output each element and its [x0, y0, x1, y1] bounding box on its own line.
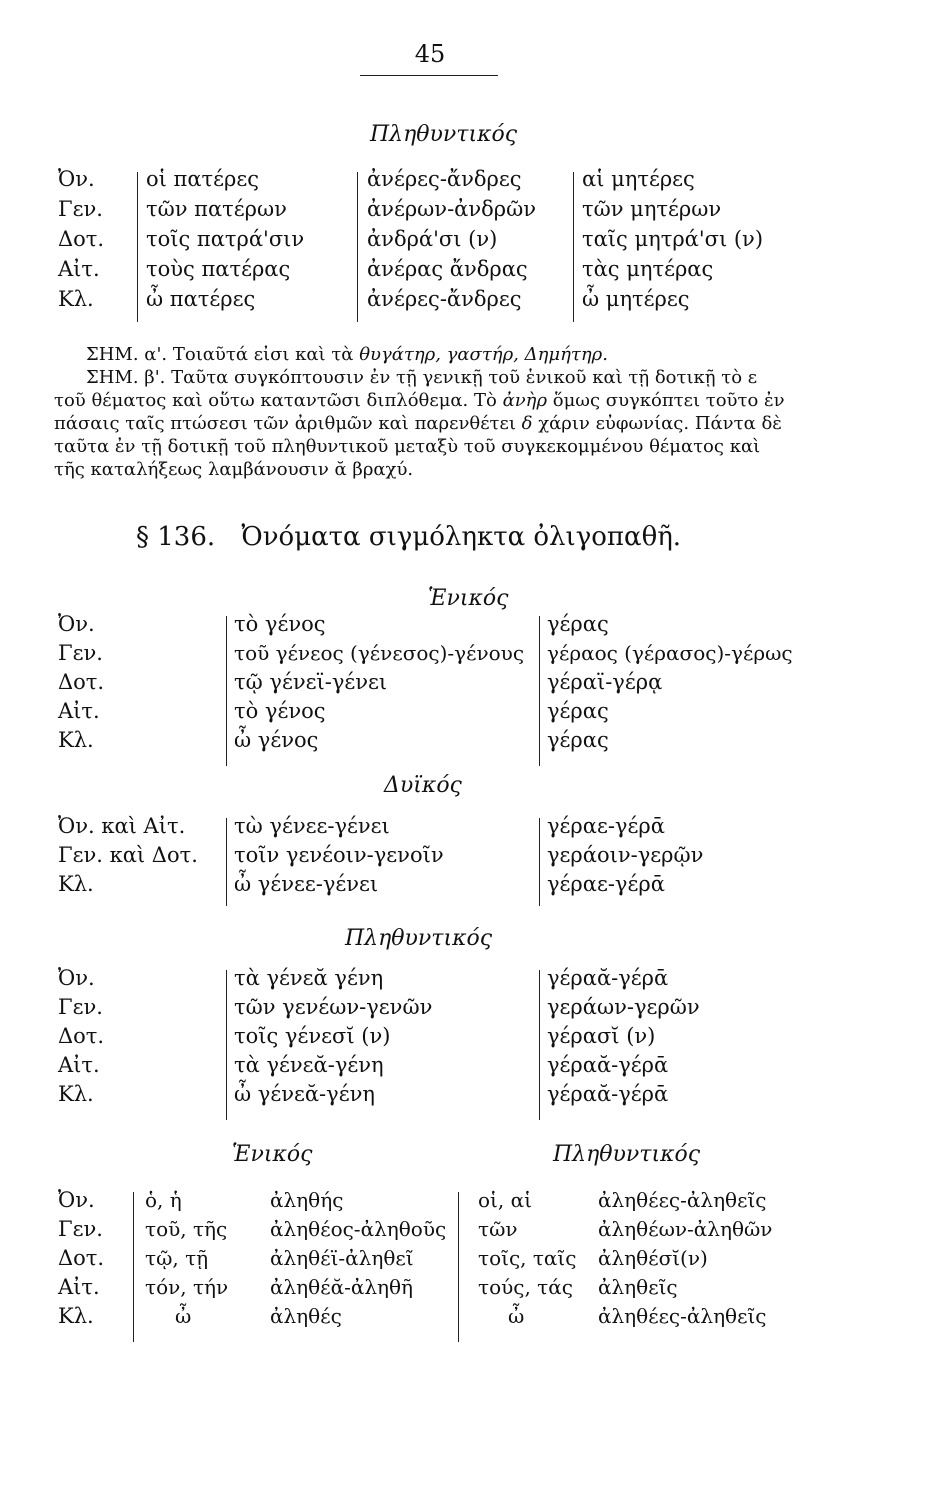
article-cell: οἱ, αἱ	[478, 1188, 532, 1212]
form-cell: αἱ μητέρες	[582, 167, 695, 191]
column-divider	[357, 172, 358, 322]
form-cell: γέρασῐ (ν)	[547, 1024, 656, 1048]
form-cell: τῶν πατέρων	[146, 197, 287, 221]
plural-title-2: Πληθυντικός	[345, 926, 493, 951]
form-cell: γέραᾰ-γέρᾱ	[547, 966, 669, 990]
article-cell: ὦ	[175, 1304, 192, 1328]
form-cell: ἀληθής	[270, 1188, 344, 1212]
article-cell: ὁ, ἡ	[145, 1188, 182, 1212]
form-cell: ἀνέρας ἄνδρας	[367, 257, 528, 281]
notes-block	[54, 343, 794, 481]
form-cell: τὸ γένος	[234, 699, 326, 723]
form-cell: ἀληθέσῐ(ν)	[598, 1246, 708, 1270]
form-cell: γέραϊ-γέρᾳ	[547, 670, 663, 694]
note-1-words: θυγάτηρ, γαστήρ, Δημήτηρ.	[359, 344, 608, 365]
case-label: Γεν.	[58, 995, 103, 1019]
form-cell: τῶν γενέων-γενῶν	[234, 995, 433, 1019]
column-divider	[539, 616, 540, 766]
case-label: Αἰτ.	[58, 1053, 100, 1077]
case-label: Γεν.	[58, 197, 103, 221]
case-label: Αἰτ.	[58, 1275, 100, 1299]
adjective-singular-title: Ἑνικός	[232, 1142, 313, 1167]
form-cell: γέραᾰ-γέρᾱ	[547, 1053, 669, 1077]
note-2	[54, 366, 794, 481]
form-cell: τῶν μητέρων	[582, 197, 722, 221]
case-label: Ὀν.	[58, 966, 95, 990]
article-cell: τοῖς, ταῖς	[478, 1246, 577, 1270]
column-divider	[133, 1192, 134, 1342]
form-cell: ὦ πατέρες	[146, 287, 256, 311]
form-cell: ἀληθέᾰ-ἀληθῆ	[270, 1275, 414, 1299]
form-cell: ἀληθέϊ-ἀληθεῖ	[270, 1246, 414, 1270]
form-cell: γέραε-γέρᾱ	[547, 872, 665, 896]
form-cell: γέρας	[547, 728, 609, 752]
case-label: Δοτ.	[58, 1246, 105, 1270]
article-cell: τῷ, τῇ	[145, 1246, 209, 1270]
section-number: § 136.	[136, 522, 216, 552]
note-1-text: Τοιαῦτά εἰσι καὶ τὰ	[172, 344, 354, 365]
case-label: Ὀν.	[58, 167, 95, 191]
form-cell: τοὺς πατέρας	[146, 257, 291, 281]
column-divider	[458, 1192, 459, 1342]
case-label: Αἰτ.	[58, 257, 100, 281]
form-cell: τοῦ γένεος (γένεσος)-γένους	[234, 641, 525, 665]
form-cell: τὰ γένεᾰ γένη	[234, 966, 384, 990]
case-label: Δοτ.	[58, 1024, 105, 1048]
column-divider	[226, 818, 227, 906]
form-cell: ἀληθεῖς	[598, 1275, 678, 1299]
section-heading	[136, 522, 681, 552]
note-1	[54, 343, 794, 366]
column-divider	[226, 970, 227, 1120]
case-label: Ὀν.	[58, 1188, 95, 1212]
form-cell: γέρας	[547, 612, 609, 636]
case-label: Κλ.	[58, 1304, 94, 1328]
note-2-text-a: Ταῦτα συγκόπτουσιν ἐν τῇ γενικῇ τοῦ ἑνικοῦ καὶ τῇ δοτικῇ τὸ ε τοῦ θέματος καὶ οὕτω καταντῶσι διπλόθεμα. Τὸ	[54, 367, 758, 411]
case-label: Κλ.	[58, 872, 94, 896]
case-label: Κλ.	[58, 728, 94, 752]
note-2-word: ἀνὴρ	[502, 390, 548, 411]
case-label: Κλ.	[58, 287, 94, 311]
column-divider	[539, 970, 540, 1120]
form-cell: τοῖν γενέοιν-γενοῖν	[234, 843, 444, 867]
note-2-label: ΣΗΜ. β'.	[86, 367, 166, 388]
page-number-rule	[360, 75, 498, 76]
case-label: Αἰτ.	[58, 699, 100, 723]
column-divider	[226, 616, 227, 766]
form-cell: ταῖς μητρά'σι (ν)	[582, 227, 764, 251]
plural-title-1: Πληθυντικός	[370, 122, 518, 147]
form-cell: γεράοιν-γερῷν	[547, 843, 704, 867]
article-cell: τῶν	[478, 1217, 518, 1241]
form-cell: τὼ γένεε-γένει	[234, 814, 390, 838]
article-cell: τοῦ, τῆς	[145, 1217, 228, 1241]
adjective-plural-title: Πληθυντικός	[553, 1142, 701, 1167]
case-label: Δοτ.	[58, 227, 105, 251]
form-cell: γέρας	[547, 699, 609, 723]
note-2-text-c: χάριν εὐφωνίας. Πάντα δὲ ταῦτα ἐν τῇ δοτικῇ τοῦ πληθυντικοῦ μεταξὺ τοῦ συγκεκομμένου θέματος καὶ τῆς καταλήξεως λαμβάνουσιν ᾰ βραχύ.	[54, 413, 782, 480]
column-divider	[137, 172, 138, 322]
case-label: Ὀν.	[58, 612, 95, 636]
case-label: Γεν. καὶ Δοτ.	[58, 843, 198, 867]
note-1-label: ΣΗΜ. α'.	[86, 344, 168, 365]
singular-title: Ἑνικός	[428, 586, 509, 611]
form-cell: ὦ μητέρες	[582, 287, 690, 311]
form-cell: ἀνέρες-ἄνδρες	[367, 287, 522, 311]
form-cell: ἀληθέος-ἀληθοῦς	[270, 1217, 447, 1241]
form-cell: γέραε-γέρᾱ	[547, 814, 665, 838]
form-cell: οἱ πατέρες	[146, 167, 260, 191]
note-2-letter: δ	[521, 413, 533, 434]
form-cell: ἀνέρες-ἄνδρες	[367, 167, 522, 191]
form-cell: τὰς μητέρας	[582, 257, 714, 281]
form-cell: γέραος (γέρασος)-γέρως	[547, 641, 793, 665]
section-title: Ὀνόματα σιγμόληκτα ὀλιγοπαθῆ.	[241, 522, 682, 552]
form-cell: τὸ γένος	[234, 612, 326, 636]
form-cell: τὰ γένεᾰ-γένη	[234, 1053, 384, 1077]
case-label: Γεν.	[58, 641, 103, 665]
form-cell: ἀληθές	[270, 1304, 342, 1328]
column-divider	[573, 172, 574, 322]
case-label: Γεν.	[58, 1217, 103, 1241]
form-cell: τοῖς γένεσῐ (ν)	[234, 1024, 391, 1048]
case-label: Ὀν. καὶ Αἰτ.	[58, 814, 186, 838]
note-2-text-b: ὅμως συγκόπτει τοῦτο ἐν πάσαις ταῖς πτώσεσι τῶν ἀριθμῶν καὶ παρενθέτει	[54, 390, 785, 434]
form-cell: γεράων-γερῶν	[547, 995, 700, 1019]
form-cell: ὦ γένεᾰ-γένη	[234, 1082, 375, 1106]
form-cell: ἀληθέες-ἀληθεῖς	[598, 1188, 767, 1212]
form-cell: ἀληθέων-ἀληθῶν	[598, 1217, 773, 1241]
form-cell: ὦ γένος	[234, 728, 319, 752]
article-cell: ὦ	[508, 1304, 525, 1328]
form-cell: τοῖς πατρά'σιν	[146, 227, 305, 251]
article-cell: τούς, τάς	[478, 1275, 573, 1299]
column-divider	[539, 818, 540, 906]
form-cell: ἀνέρων-ἀνδρῶν	[367, 197, 536, 221]
form-cell: ὦ γένεε-γένει	[234, 872, 379, 896]
form-cell: γέραᾰ-γέρᾱ	[547, 1082, 669, 1106]
case-label: Κλ.	[58, 1082, 94, 1106]
form-cell: τῷ γένεϊ-γένει	[234, 670, 388, 694]
article-cell: τόν, τήν	[145, 1275, 229, 1299]
dual-title: Δυϊκός	[384, 773, 462, 798]
page-number: 45	[414, 40, 446, 68]
case-label: Δοτ.	[58, 670, 105, 694]
form-cell: ἀληθέες-ἀληθεῖς	[598, 1304, 767, 1328]
form-cell: ἀνδρά'σι (ν)	[367, 227, 498, 251]
